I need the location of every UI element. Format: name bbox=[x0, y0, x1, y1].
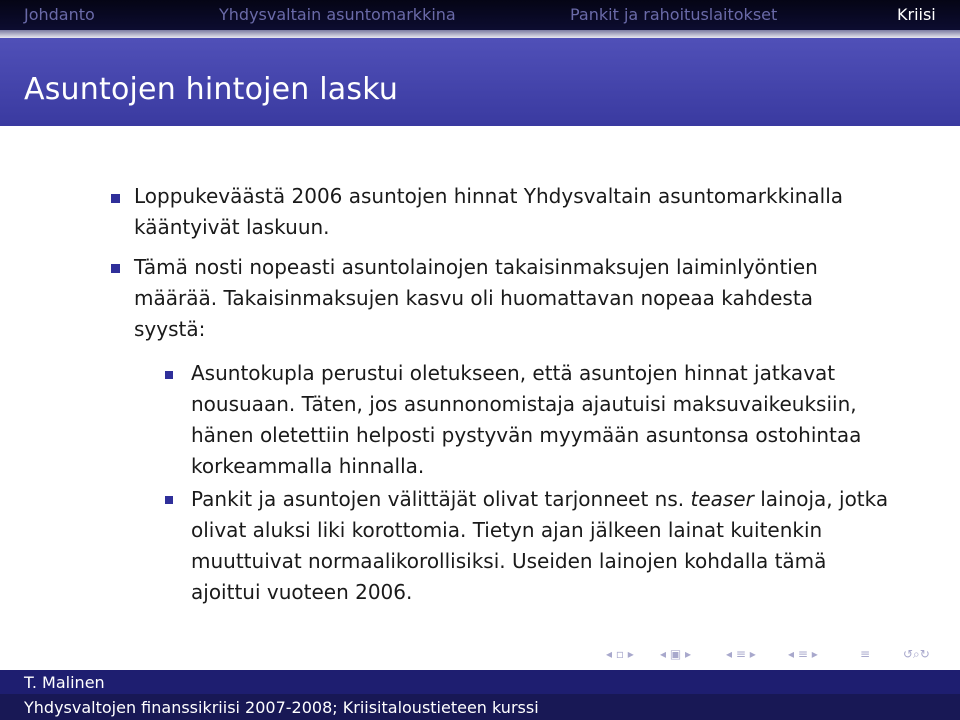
subbullet-marker bbox=[165, 371, 173, 379]
nav-item-johdanto[interactable]: Johdanto bbox=[24, 5, 95, 24]
footer-author-bar bbox=[0, 670, 960, 694]
nav-prev-subsection-icon[interactable]: ◂ ▣ ▸ bbox=[660, 647, 692, 661]
bullet-item: Loppukeväästä 2006 asuntojen hinnat Yhdysvaltain asuntomarkkinalla kääntyivät laskuun. bbox=[134, 184, 844, 239]
subbullet-text: Pankit ja asuntojen välittäjät olivat tarjonneet ns. bbox=[191, 487, 691, 511]
nav-search-icon[interactable]: ↺⌕↻ bbox=[903, 647, 930, 661]
subbullet-marker bbox=[165, 496, 173, 504]
bullet-marker bbox=[111, 264, 120, 273]
nav-shadow bbox=[0, 30, 960, 38]
nav-item-yhdysvaltain-asuntomarkkina[interactable]: Yhdysvaltain asuntomarkkina bbox=[219, 5, 456, 24]
nav-prev-frame-icon[interactable]: ◂ ▫ ▸ bbox=[606, 647, 634, 661]
nav-item-pankit-ja-rahoituslaitokset[interactable]: Pankit ja rahoituslaitokset bbox=[570, 5, 778, 24]
subbullet-item: Asuntokupla perustui oletukseen, että asuntojen hinnat jatkavat nousuaan. Täten, jos asunnonomistaja ajautuisi maksuvaikeuksiin, hänen oletettiin helposti pystyvän myymään asuntonsa ostohintaa korkeammalla hinnalla. bbox=[191, 361, 862, 478]
slide-content bbox=[0, 126, 960, 646]
frame-title-bar bbox=[0, 38, 960, 126]
bullet-marker bbox=[111, 194, 120, 203]
footer-course: Yhdysvaltojen finanssikriisi 2007-2008; Kriisitaloustieteen kurssi bbox=[24, 698, 539, 717]
nav-next-section-icon[interactable]: ◂ ≡ ▸ bbox=[788, 647, 818, 661]
subbullet-text: lainoja, jotka olivat aluksi liki korottomia. Tietyn ajan jälkeen lainat kuitenkin muuttuivat normaalikorollisiksi. Useiden lainojen kohdalla tämä ajoittui vuoteen 2006. bbox=[191, 487, 889, 604]
section-navigation bbox=[0, 0, 960, 30]
subbullet-item bbox=[191, 484, 896, 608]
footer-course-bar bbox=[0, 694, 960, 720]
bullet-item: Tämä nosti nopeasti asuntolainojen takaisinmaksujen laiminlyöntien määrää. Takaisinmaksujen kasvu oli huomattavan nopeaa kahdesta syystä: bbox=[134, 255, 818, 341]
nav-item-kriisi[interactable]: Kriisi bbox=[897, 5, 936, 24]
nav-appendix-icon[interactable]: ≡ bbox=[860, 647, 871, 661]
nav-prev-section-icon[interactable]: ◂ ≡ ▸ bbox=[726, 647, 756, 661]
slide-title: Asuntojen hintojen lasku bbox=[24, 72, 399, 107]
subbullet-emphasis: teaser bbox=[690, 487, 754, 511]
footer-author: T. Malinen bbox=[24, 673, 105, 692]
